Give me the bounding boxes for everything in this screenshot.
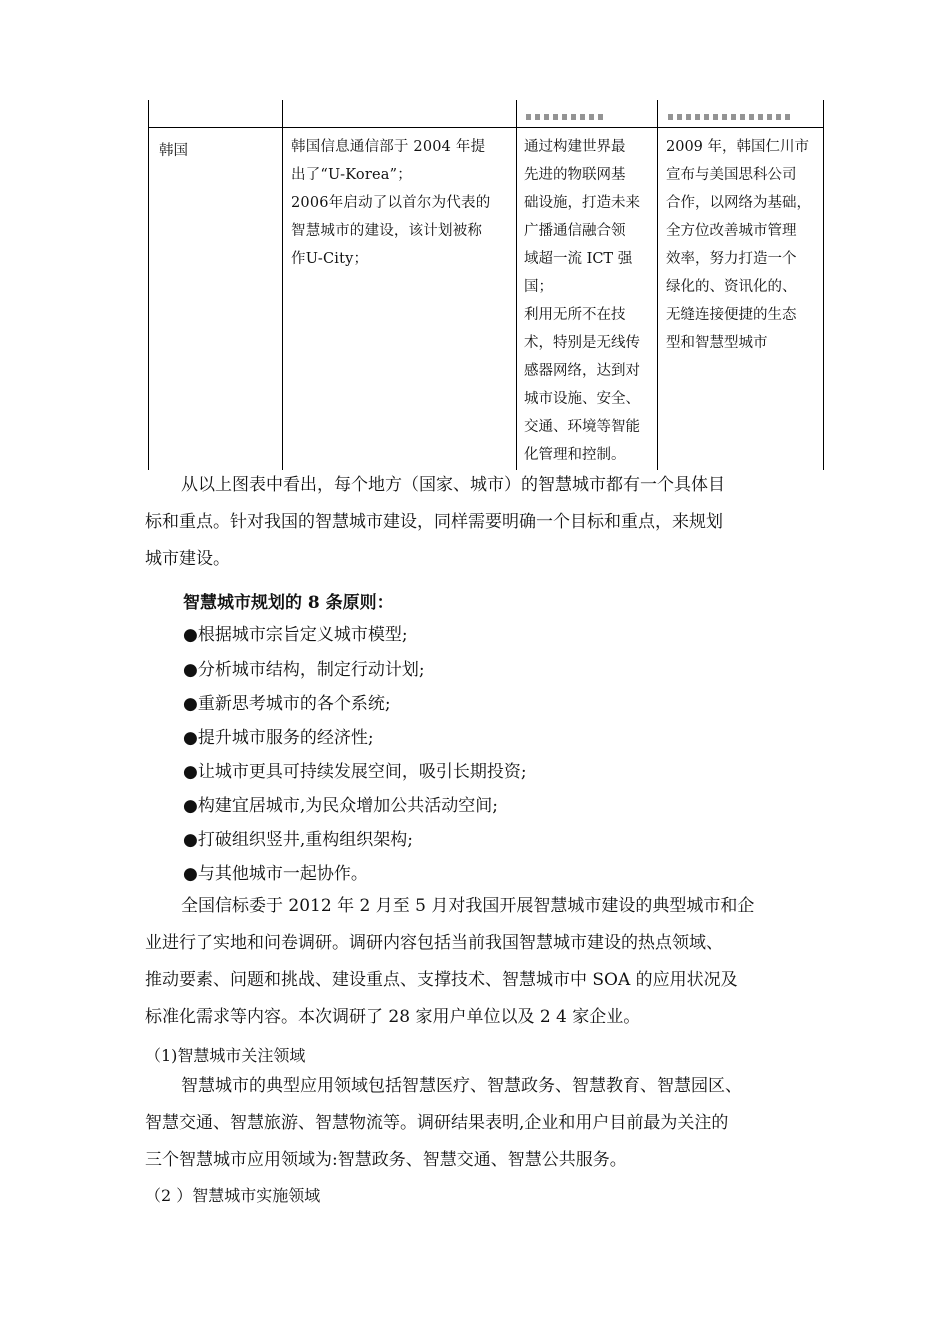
principles-heading: 智慧城市规划的 8 条原则： [183, 593, 394, 613]
table-border-right [823, 100, 824, 470]
survey-paragraph: 全国信标委于 2012 年 2 月至 5 月对我国开展智慧城市建设的典型城市和企 业进行了实地和问卷调研。调研内容包括当前我国智慧城市建设的热点领域、 推动要素、问题和挑战、建设重点、支撑技术、智慧城市中 SOA 的应用状况及 标准化需求等内容。本次调研了 28 家用户单位以及 2 4 家企业。 [145, 896, 755, 1027]
principle-item: ●重新思考城市的各个系统; [183, 694, 391, 714]
table-border-left [148, 100, 149, 470]
principle-item: ●让城市更具可持续发展空间，吸引长期投资; [183, 762, 527, 782]
table-border-col4 [657, 100, 658, 470]
table-border-col2 [282, 100, 283, 470]
table-row-divider [148, 127, 824, 128]
korea-table [148, 100, 824, 470]
principle-item: ●分析城市结构，制定行动计划; [183, 660, 425, 680]
section-1-heading: （1)智慧城市关注领域 [145, 1046, 306, 1065]
cut-off-text-fragment [668, 114, 794, 120]
table-cell-case: 2009 年，韩国仁川市 宣布与美国思科公司 合作，以网络为基础， 全方位改善城市管理 效率，努力打造一个 绿化的、资讯化的、 无缝连接便捷的生态 型和智慧型城市 [666, 139, 811, 351]
principle-item: ●构建宜居城市,为民众增加公共活动空间; [183, 796, 498, 816]
principle-item: ●提升城市服务的经济性; [183, 728, 374, 748]
cut-off-text-fragment [526, 114, 606, 120]
table-border-col3 [516, 100, 517, 470]
section-1-paragraph: 智慧城市的典型应用领域包括智慧医疗、智慧政务、智慧教育、智慧园区、 智慧交通、智慧旅游、智慧物流等。调研结果表明,企业和用户目前最为关注的 三个智慧城市应用领域为:智慧政务、智慧交通、智慧公共服务。 [145, 1076, 742, 1170]
principle-item: ●根据城市宗旨定义城市模型; [183, 625, 408, 645]
table-cell-goals: 通过构建世界最 先进的物联网基 础设施，打造未来 广播通信融合领 域超一流 ICT 强 国； 利用无所不在技 术，特别是无线传 感器网络，达到对 城市设施、安全、 交通、环境等智能 化管理和控制。 [524, 139, 640, 463]
table-cell-initiative: 韩国信息通信部于 2004 年提 出了“U-Korea”； 2006年启动了以首尔为代表的 智慧城市的建设，该计划被称 作U-City； [291, 139, 491, 267]
table-cell-country: 韩国 [159, 143, 188, 159]
intro-paragraph: 从以上图表中看出，每个地方（国家、城市）的智慧城市都有一个具体目 标和重点。针对我国的智慧城市建设，同样需要明确一个目标和重点，来规划 城市建设。 [145, 475, 725, 569]
principle-item: ●与其他城市一起协作。 [183, 864, 368, 884]
principle-item: ●打破组织竖井,重构组织架构; [183, 830, 413, 850]
section-2-heading: （2 ）智慧城市实施领域 [145, 1186, 321, 1205]
